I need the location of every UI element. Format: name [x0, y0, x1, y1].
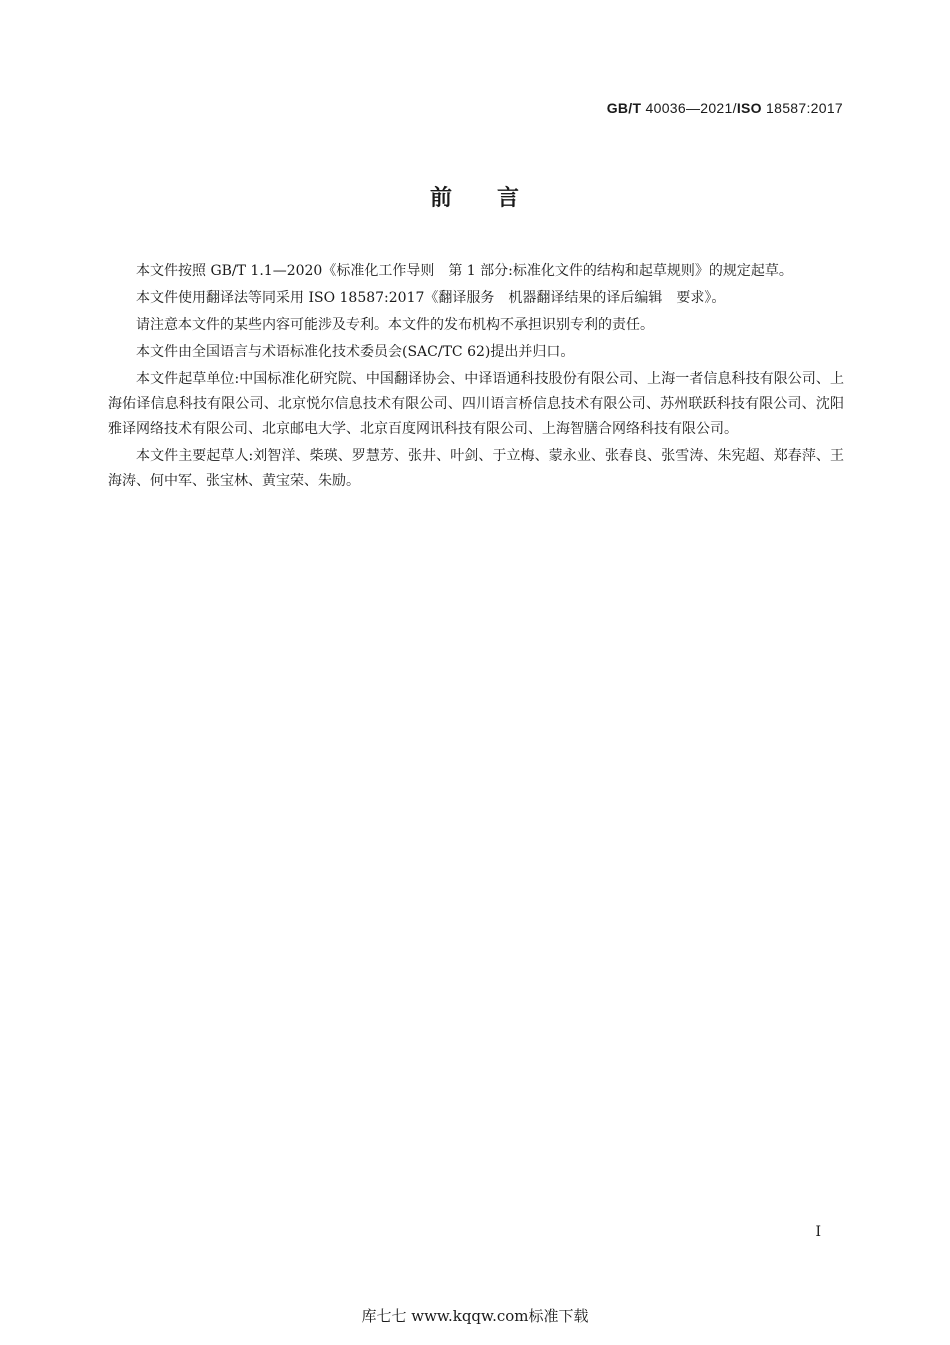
page-title — [0, 181, 950, 212]
foreword-body — [108, 259, 844, 496]
paragraph-adoption: 本文件使用翻译法等同采用 ISO 18587:2017《翻译服务 机器翻译结果的译后编辑 要求》。 — [136, 290, 726, 306]
standard-code-iso-number: 18587:2017 — [761, 100, 843, 116]
paragraph-patent-notice: 请注意本文件的某些内容可能涉及专利。本文件的发布机构不承担识别专利的责任。 — [136, 317, 654, 333]
page-title-char-2: 言 — [497, 186, 521, 211]
paragraph-committee: 本文件由全国语言与术语标准化技术委员会(SAC/TC 62)提出并归口。 — [136, 344, 575, 360]
standard-code — [607, 100, 843, 116]
footer-watermark: 库七七 www.kqqw.com标准下载 — [361, 1307, 589, 1325]
paragraph-drafters: 本文件主要起草人:刘智洋、柴瑛、罗慧芳、张井、叶剑、于立梅、蒙永业、张春良、张雪涛、朱宪超、郑春萍、王海涛、何中军、张宝林、黄宝荣、朱励。 — [108, 448, 844, 489]
page-number: I — [815, 1224, 821, 1240]
standard-code-number: 40036—2021/ — [641, 100, 737, 116]
paragraph-drafting-units: 本文件起草单位:中国标准化研究院、中国翻译协会、中译语通科技股份有限公司、上海一者信息科技有限公司、上海佑译信息科技有限公司、北京悦尔信息技术有限公司、四川语言桥信息技术有限公司、苏州联跃科技有限公司、沈阳雅译网络技术有限公司、北京邮电大学、北京百度网讯科技有限公司、上海智膳合网络科技有限公司。 — [108, 371, 844, 437]
page-title-char-1: 前 — [429, 186, 453, 211]
standard-code-prefix: GB/T — [606, 100, 642, 116]
paragraph-drafting-rules: 本文件按照 GB/T 1.1—2020《标准化工作导则 第 1 部分:标准化文件的结构和起草规则》的规定起草。 — [136, 263, 793, 279]
standard-code-iso: ISO — [736, 100, 762, 116]
